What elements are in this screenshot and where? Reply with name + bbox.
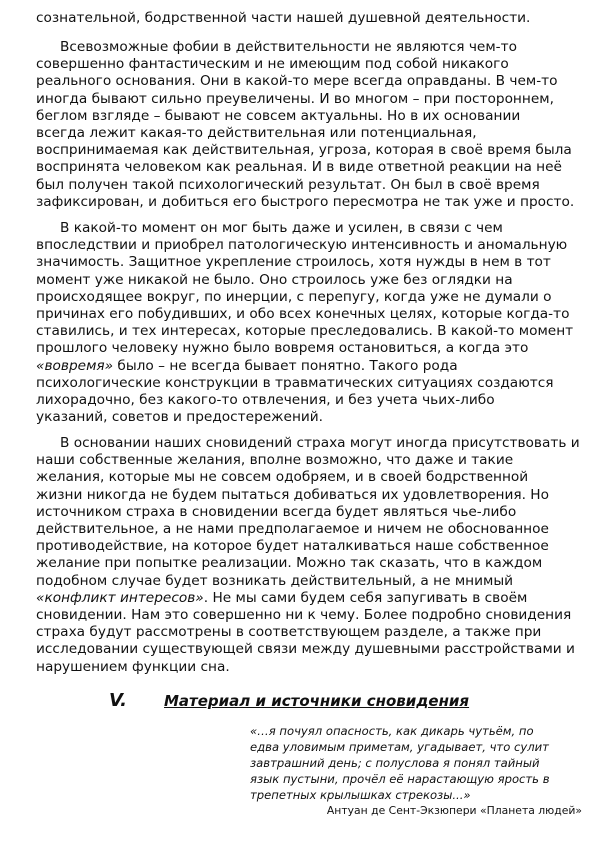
text-line: противодействие, на которое будет наталкиваться наше собственное <box>36 538 549 555</box>
epigraph-line: едва уловимым приметам, угадывает, что сулит <box>250 740 549 754</box>
text-line: воспринимаемая как действительная, угроза, которая в своё время была <box>36 142 572 159</box>
epigraph-line: язык пустыни, прочёл её нарастающую ярость в <box>250 772 550 786</box>
text-line: страха будут рассмотрены в соответствующем разделе, а также при <box>36 624 542 641</box>
text-line: значимость. Защитное укрепление строилось, хотя нужды в нем в тот <box>36 254 551 271</box>
epigraph-quote <box>250 723 580 803</box>
text-line: указаний, советов и предостережений. <box>36 409 324 426</box>
text-line: желания, которые мы не совсем одобряем, и в своей бодрственной <box>36 469 529 486</box>
text-line: лихорадочно, без какого-то отвлечения, и без учета чьих-либо <box>36 392 495 409</box>
text-line: психологические конструкции в травматических ситуациях создаются <box>36 374 554 391</box>
text-line: В основании наших сновидений страха могут иногда присутствовать и <box>60 435 580 451</box>
text-line: зафиксирован, и добиться его быстрого пересмотра не так уже и просто. <box>36 193 575 210</box>
text-line: причинах его побудивших, и обо всех конечных целях, которые когда-то <box>36 306 570 323</box>
text-line: наши собственные желания, вполне возможно, что даже и такие <box>36 452 514 469</box>
text-line: «вовремя» было – не всегда бывает понятно. Такого рода <box>36 357 458 374</box>
text-line: воспринята человеком как реальная. И в виде ответной реакции на неё <box>36 159 562 176</box>
paragraph-fear-dreams <box>36 435 584 676</box>
text-line: совершенно фантастическим и не имеющим под собой никакого <box>36 56 509 73</box>
text-line: В какой-то момент он мог быть даже и усилен, в связи с чем <box>60 220 503 236</box>
text-line: ставились, и тех интересах, которые преследовались. В какой-то момент <box>36 323 574 340</box>
paragraph-continuation <box>36 10 584 27</box>
text-line: всегда лежит какая-то действительная или потенциальная, <box>36 125 477 142</box>
text-line: беглом взгляде – бывают не совсем актуальны. Но в их основании <box>36 107 521 124</box>
epigraph-line: завтрашний день; с полусловa я понял тайный <box>250 756 540 770</box>
text-line: иногда бывают сильно преувеличены. И во многом – при постороннем, <box>36 90 554 107</box>
text-line: Всевозможные фобии в действительности не являются чем-то <box>60 39 517 55</box>
text-line: источником страха в сновидении всегда будет являться чье-либо <box>36 503 517 520</box>
text-line: нарушением функции сна. <box>36 658 230 675</box>
text-line: желание при попытке реализации. Можно так сказать, что в каждом <box>36 555 543 572</box>
text-line: момент уже никакой не было. Оно строилось уже без оглядки на <box>36 271 513 288</box>
text-line: впоследствии и приобрел патологическую интенсивность и аномальную <box>36 237 568 254</box>
epigraph-attribution: Антуан де Сент-Экзюпери «Планета людей» <box>326 804 582 817</box>
text-line: подобном случае будет возникать действительный, а не мнимый <box>36 572 514 589</box>
text-line: жизни никогда не будем пытаться добиваться их удовлетворения. Но <box>36 486 549 503</box>
section-title: Материал и источники сновидения <box>164 692 470 710</box>
text-line: сновидении. Нам это совершенно ни к чему. Более подробно сновидения <box>36 607 572 624</box>
text-line: действительное, а не нами предполагаемое и ничем не обоснованное <box>36 521 549 538</box>
epigraph-line: «…я почуял опасность, как дикарь чутьём, по <box>250 724 534 738</box>
paragraph-phobias <box>36 39 584 211</box>
text-line: исследовании существующей связи между душевными расстройствами и <box>36 641 575 658</box>
paragraph-protective-structure <box>36 220 584 426</box>
epigraph-line: трепетных крылышках стрекозы...» <box>250 788 471 802</box>
section-number: V. <box>109 690 127 711</box>
text-line: прошлого человеку нужно было вовремя остановиться, а когда это <box>36 340 529 357</box>
text-line: сознательной, бодрственной части нашей душевной деятельности. <box>36 10 531 26</box>
section-heading <box>0 690 600 714</box>
text-line: происходящее вокруг, по инерции, с перепугу, когда уже не думали о <box>36 288 552 305</box>
text-line: реального основания. Они в какой-то мере всегда оправданы. В чем-то <box>36 73 558 90</box>
text-line: был получен такой психологический результат. Он был в своё время <box>36 176 540 193</box>
text-line: «конфликт интересов». Не мы сами будем себя запугивать в своём <box>36 589 528 606</box>
